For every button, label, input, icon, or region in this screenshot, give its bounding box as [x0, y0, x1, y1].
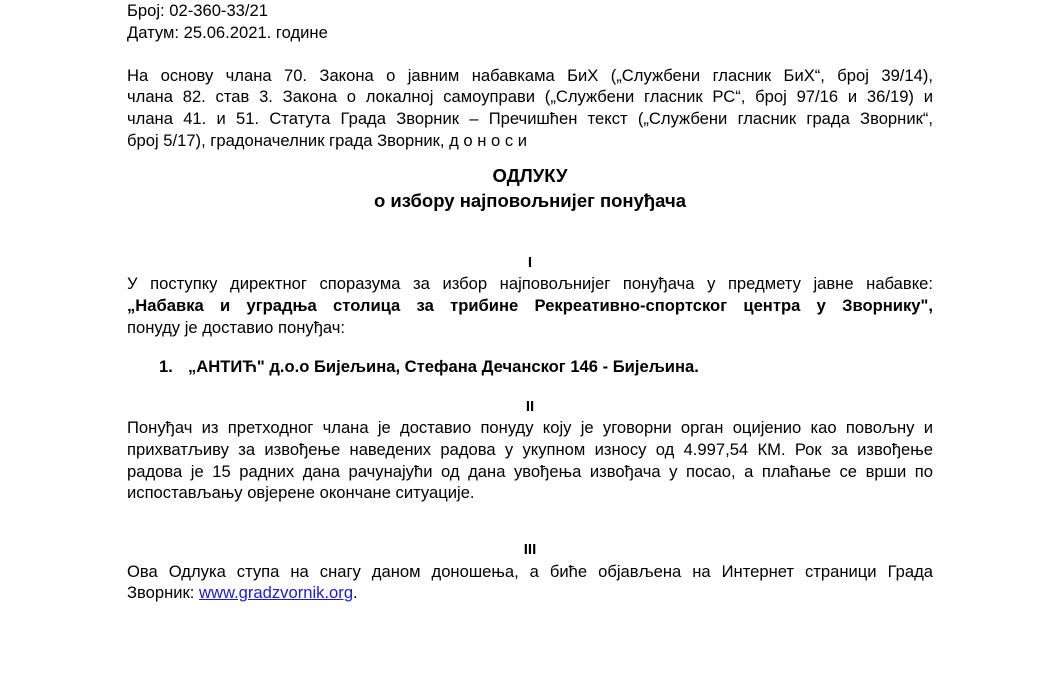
section-1-line-3: понуду је доставио понуђач: — [127, 318, 346, 337]
decision-title: ОДЛУКУ — [492, 165, 568, 186]
section-1-numeral: I — [527, 254, 533, 271]
section-2-line-4: испостављању овјерене окончане ситуације. — [127, 483, 475, 502]
section-2-line-3: радова је 15 радних дана рачунајући од дана увођења извођача у посао, а плаћање се врши по — [127, 462, 933, 481]
section-2-line-2: прихватљиву за извођење наведених радова у укупном износу од 4.997,54 КМ. Рок за извођење — [127, 440, 933, 459]
preamble-line-1: На основу члана 70. Закона о јавним набавкама БиХ („Службени гласник БиХ“, број 39/14), — [127, 66, 933, 85]
section-3-line-1: Ова Одлука ступа на снагу даном доношења, а биће објављена на Интернет страници Града — [127, 562, 933, 581]
list-item-number: 1. — [159, 357, 173, 376]
section-3-numeral: III — [523, 541, 537, 558]
section-2-numeral: II — [525, 398, 535, 415]
list-item-bidder: „АНТИЋ" д.о.о Бијељина, Стефана Дечанског 146 - Бијељина. — [188, 357, 699, 376]
section-3-line-2 — [127, 582, 358, 604]
section-1-line-2: „Набавка и уградња столица за трибине Рекреативно-спортског центра у Зворнику", — [127, 296, 933, 315]
document-date: Датум: 25.06.2021. године — [127, 23, 328, 42]
section-3-line-2-prefix: Зворник: — [127, 583, 200, 602]
website-link[interactable]: www.gradzvornik.org — [199, 583, 354, 602]
section-1-line-1: У поступку директног споразума за избор најповољнијег понуђача у предмету јавне набавке: — [127, 274, 933, 293]
decision-subtitle: о избору најповољнијег понуђача — [373, 190, 687, 211]
preamble-line-3: члана 41. и 51. Статута Града Зворник – Пречишћен текст („Службени гласник града Зворник“, — [127, 109, 933, 128]
preamble-line-4: број 5/17), градоначелник града Зворник, д о н о с и — [127, 131, 528, 150]
preamble-line-2: члана 82. став 3. Закона о локалној самоуправи („Службени гласник РС“, број 97/16 и 36/19) и — [127, 87, 933, 106]
document-number: Број: 02-360-33/21 — [127, 1, 268, 20]
section-2-line-1: Понуђач из претходног члана је доставио понуду коју је уговорни орган оцијенио као повољну и — [127, 418, 933, 437]
section-3-line-2-suffix: . — [353, 583, 358, 602]
